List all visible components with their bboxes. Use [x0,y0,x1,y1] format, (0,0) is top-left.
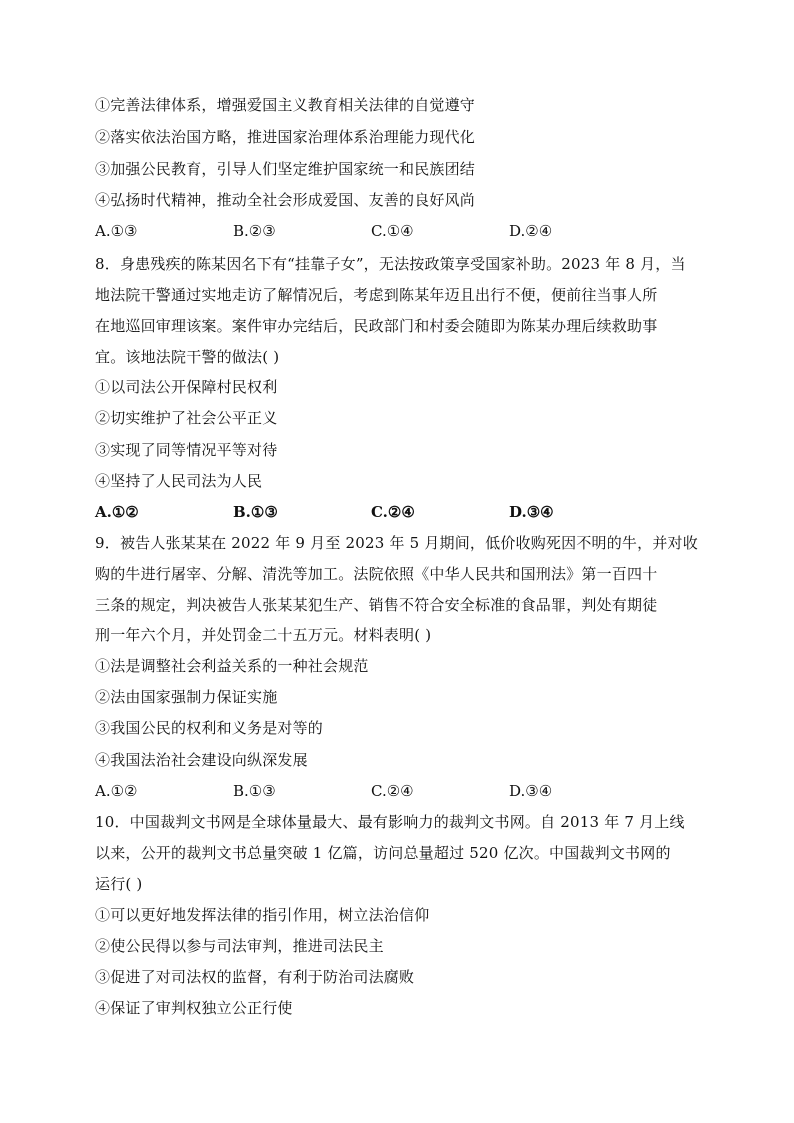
q9-option-b: B.①③ [233,782,276,800]
q8-option-c: C.②④ [371,503,415,521]
q9-option-c: C.②④ [371,782,414,800]
q9-stem-line-1: 9．被告人张某某在 2022 年 9 月至 2023 年 5 月期间，低价收购死因不明的牛，并对收 [95,534,698,552]
q8-stem-line-4: 宜。该地法院干警的做法( ) [95,348,280,366]
q8-statement-1: ①以司法公开保障村民权利 [95,378,278,396]
q8-stem-line-1: 8．身患残疾的陈某因名下有“挂靠子女”，无法按政策享受国家补助。2023 年 8 月，当 [95,255,686,273]
q9-statement-3: ③我国公民的权利和义务是对等的 [95,719,324,737]
q7-statement-3: ③加强公民教育，引导人们坚定维护国家统一和民族团结 [95,160,476,178]
q10-stem-line-3: 运行( ) [95,875,143,893]
q7-option-a: A.①③ [95,222,138,240]
q9-statement-4: ④我国法治社会建设向纵深发展 [95,751,308,769]
q7-option-b: B.②③ [233,222,276,240]
q7-statement-1: ①完善法律体系，增强爱国主义教育相关法律的自觉遵守 [95,96,476,114]
q8-statement-3: ③实现了同等情况平等对待 [95,441,278,459]
q9-stem-line-2: 购的牛进行屠宰、分解、清洗等加工。法院依照《中华人民共和国刑法》第一百四十 [95,565,658,583]
q9-option-d: D.③④ [509,782,553,800]
q7-option-c: C.①④ [371,222,414,240]
q8-stem-line-2: 地法院干警通过实地走访了解情况后，考虑到陈某年迈且出行不便，便前往当事人所 [95,286,658,304]
q8-statement-4: ④坚持了人民司法为人民 [95,472,263,490]
q10-statement-4: ④保证了审判权独立公正行使 [95,999,293,1017]
q10-statement-1: ①可以更好地发挥法律的指引作用，树立法治信仰 [95,906,430,924]
q10-stem-line-2: 以来，公开的裁判文书总量突破 1 亿篇，访问总量超过 520 亿次。中国裁判文书网的 [95,844,671,862]
q10-statement-2: ②使公民得以参与司法审判，推进司法民主 [95,937,384,955]
q8-stem-line-3: 在地巡回审理该案。案件审办完结后，民政部门和村委会随即为陈某办理后续救助事 [95,317,658,335]
q8-option-a: A.①② [95,503,139,521]
q7-option-d: D.②④ [509,222,553,240]
q10-statement-3: ③促进了对司法权的监督，有利于防治司法腐败 [95,968,415,986]
q9-statement-2: ②法由国家强制力保证实施 [95,688,278,706]
q8-option-d: D.③④ [509,503,554,521]
q9-stem-line-3: 三条的规定，判决被告人张某某犯生产、销售不符合安全标准的食品罪，判处有期徒 [95,596,658,614]
q10-stem-line-1: 10．中国裁判文书网是全球体量最大、最有影响力的裁判文书网。自 2013 年 7 月上线 [95,813,685,831]
q9-stem-line-4: 刑一年六个月，并处罚金二十五万元。材料表明( ) [95,626,432,644]
q9-statement-1: ①法是调整社会利益关系的一种社会规范 [95,657,369,675]
q7-statement-2: ②落实依法治国方略，推进国家治理体系治理能力现代化 [95,128,476,146]
q7-statement-4: ④弘扬时代精神，推动全社会形成爱国、友善的良好风尚 [95,191,476,209]
q8-statement-2: ②切实维护了社会公平正义 [95,409,278,427]
q9-option-a: A.①② [95,782,138,800]
q8-option-b: B.①③ [233,503,278,521]
